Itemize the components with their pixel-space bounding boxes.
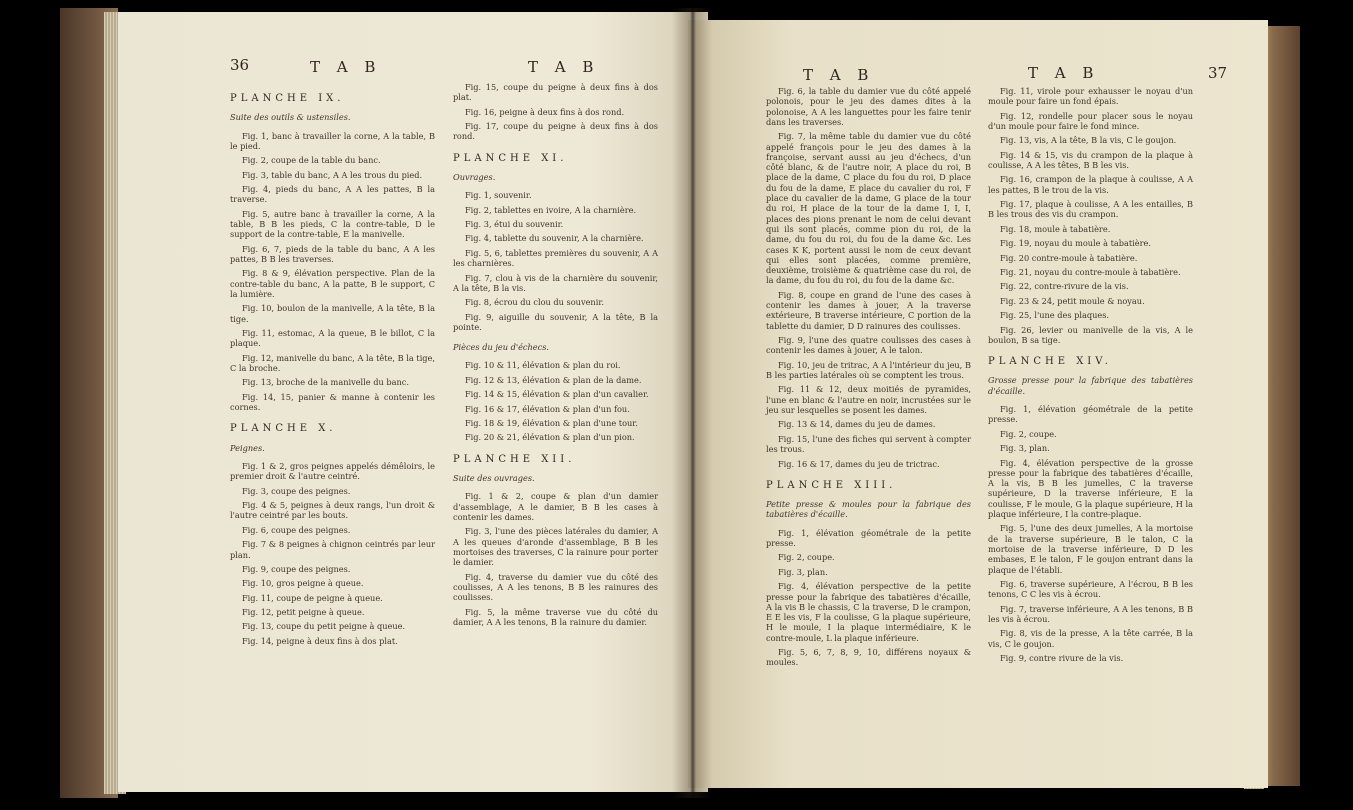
caption: Fig. 10, boulon de la manivelle, A la tête, B la tige. [230,303,435,324]
caption: Fig. 1 & 2, coupe & plan d'un damier d'assemblage, A le damier, B B les cases à contenir les dames. [453,491,658,522]
caption: Fig. 3, l'une des pièces latérales du damier, A A les queues d'aronde d'assemblage, B B les mortoises des traverses, C la rainure pour porter le damier. [453,526,658,568]
running-head-right-1: T A B [803,66,875,84]
page-number-right: 37 [1208,64,1228,82]
caption: Fig. 10, jeu de tritrac, A A l'intérieur du jeu, B B les parties latérales où se comptent les trous. [766,359,971,381]
caption: Fig. 4, élévation perspective de la petite presse pour la fabrique des tabatières d'écaille, A la vis B le chassis, C la traverse, D le crampon, E E les vis, F la coulisse, G la plaque supérieure, H le moule, I la plaque intermédiaire, K le contre-moule, L la plaque inférieure. [766,581,971,643]
caption: Fig. 4, élévation perspective de la grosse presse pour la fabrique des tabatières d'écaille, A la vis, B B les jumelles, C la traverse supérieure, D la traverse inférieure, E la coulisse, F le moule, G la plaque supérieure, H la plaque inférieure, I la contre-plaque. [988,457,1193,519]
caption: Fig. 10 & 11, élévation & plan du roi. [465,360,621,371]
caption: Fig. 13, coupe du petit peigne à queue. [242,621,406,632]
caption: Fig. 11, estomac, A la queue, B le billot, C la plaque. [230,328,435,349]
caption: Fig. 16, peigne à deux fins à dos rond. [465,106,625,117]
caption: Fig. 7 & 8 peignes à chignon ceintrés par leur plan. [230,539,435,560]
caption: Fig. 17, coupe du peigne à deux fins à dos rond. [453,121,658,142]
caption: Fig. 22, contre-rivure de la vis. [1000,281,1129,292]
right-column-2 [988,86,1193,667]
planche-xiv-heading: PLANCHE XIV. [988,356,1112,368]
caption: Fig. 18 & 19, élévation & plan d'une tour. [465,418,638,429]
caption: Fig. 14, 15, panier & manne à contenir les cornes. [230,391,435,413]
planche-ix-subtitle: Suite des outils & ustensiles. [230,112,351,123]
caption: Fig. 15, l'une des fiches qui servent à compter les trous. [766,433,971,455]
caption: Fig. 1, souvenir. [465,190,532,201]
left-column-1 [230,82,435,650]
caption: Fig. 1, banc à travailler la corne, A la table, B le pied. [230,130,435,151]
caption: Fig. 23 & 24, petit moule & noyau. [1000,295,1145,306]
caption: Fig. 4, pieds du banc, A A les pattes, B la traverse. [230,184,435,205]
caption: Fig. 5, la même traverse vue du côté du damier, A A les tenons, B la rainure du damier. [453,606,658,627]
planche-xiii-heading: PLANCHE XIII. [766,479,897,491]
caption: Fig. 11 & 12, deux moitiés de pyramides, l'une en blanc & l'autre en noir, incrustées sur le jeu sur lesquelles se posent les dames. [766,384,971,416]
right-page [688,20,1268,788]
echecs-subtitle: Pièces du jeu d'échecs. [453,342,550,353]
caption: Fig. 4 & 5, peignes à deux rangs, l'un droit & l'autre ceintré par les bouts. [230,500,435,521]
caption: Fig. 1, élévation géométrale de la petite presse. [988,404,1193,425]
caption: Fig. 12, petit peigne à queue. [242,607,365,618]
caption: Fig. 2, coupe de la table du banc. [242,155,381,166]
caption: Fig. 20 contre-moule à tabatière. [1000,252,1138,263]
caption: Fig. 11, coupe de peigne à queue. [242,592,383,603]
left-page [118,12,708,792]
caption: Fig. 6, 7, pieds de la table du banc, A A les pattes, B B les traverses. [230,243,435,265]
caption: Fig. 5, autre banc à travailler la corne, A la table, B B les pieds, C la contre-table, D le support de la contre-table, E la manivelle. [230,208,435,240]
caption: Fig. 3, plan. [778,566,828,577]
caption: Fig. 14 & 15, élévation & plan d'un cavalier. [465,389,649,400]
caption: Fig. 14 & 15, vis du crampon de la plaque à coulisse, A A les têtes, B B les vis. [988,149,1193,171]
caption: Fig. 5, 6, 7, 8, 9, 10, différens noyaux & moules. [766,647,971,668]
planche-xiv-subtitle: Grosse presse pour la fabrique des tabatières d'écaille. [988,375,1193,396]
caption: Fig. 12, rondelle pour placer sous le noyau d'un moule pour faire le fond mince. [988,110,1193,131]
caption: Fig. 3, table du banc, A A les trous du pied. [242,169,423,180]
running-head-left-1: T A B [310,58,382,76]
caption: Fig. 6, traverse supérieure, A l'écrou, B B les tenons, C C les vis à écrou. [988,578,1193,600]
caption: Fig. 4, traverse du damier vue du côté des coulisses, A A les tenons, B B les rainures des coulisses. [453,571,658,603]
planche-x-subtitle: Peignes. [230,442,265,453]
caption: Fig. 13, broche de la manivelle du banc. [242,377,409,388]
caption: Fig. 5, 6, tablettes premières du souvenir, A A les charnières. [453,247,658,269]
caption: Fig. 2, tablettes en ivoire, A la charnière. [465,204,637,215]
caption: Fig. 19, noyau du moule à tabatière. [1000,238,1151,249]
caption: Fig. 8, vis de la presse, A la tête carrée, B la vis, C le goujon. [988,628,1193,649]
caption: Fig. 1 & 2, gros peignes appelés démêloirs, le premier droit & l'autre ceintré. [230,461,435,482]
caption: Fig. 9, aiguille du souvenir, A la tête, B la pointe. [453,311,658,332]
caption: Fig. 14, peigne à deux fins à dos plat. [242,635,398,646]
running-head-right-2: T A B [1028,64,1100,82]
caption: Fig. 5, l'une des deux jumelles, A la mortoise de la traverse supérieure, B le talon, C la mortoise de la traverse inférieure, D D les embases, E le talon, F le goujon entrant dans la plaque de l'établi. [988,523,1193,575]
planche-xi-heading: PLANCHE XI. [453,152,568,164]
caption: Fig. 8 & 9, élévation perspective. Plan de la contre-table du banc, A la patte, B le support, C la lumière. [230,268,435,300]
planche-x-heading: PLANCHE X. [230,423,337,435]
caption: Fig. 1, élévation géométrale de la petite presse. [766,527,971,549]
caption: Fig. 3, plan. [1000,443,1050,454]
caption: Fig. 8, coupe en grand de l'une des cases à contenir les dames à jouer, A la traverse extérieure, B traverse intérieure, C portion de la tablette du damier, D D rainures des coulisses. [766,289,971,331]
book-gutter [672,8,712,798]
caption: Fig. 20 & 21, élévation & plan d'un pion. [465,432,635,443]
running-head-left-2: T A B [528,58,600,76]
caption: Fig. 16 & 17, dames du jeu de trictrac. [778,458,940,469]
caption: Fig. 2, coupe. [1000,428,1057,439]
caption: Fig. 3, étui du souvenir. [465,219,564,230]
caption: Fig. 15, coupe du peigne à deux fins à dos plat. [453,82,658,103]
planche-xii-subtitle: Suite des ouvrages. [453,473,535,484]
planche-xiii-subtitle: Petite presse & moules pour la fabrique des tabatières d'écaille. [766,499,971,520]
caption: Fig. 7, traverse inférieure, A A les tenons, B B les vis à écrou. [988,603,1193,624]
caption: Fig. 16, crampon de la plaque à coulisse, A A les pattes, B le trou de la vis. [988,174,1193,195]
caption: Fig. 17, plaque à coulisse, A A les entailles, B B les trous des vis du crampon. [988,199,1193,220]
planche-xii-heading: PLANCHE XII. [453,453,576,465]
caption: Fig. 12 & 13, élévation & plan de la dame. [465,374,642,385]
planche-ix-heading: PLANCHE IX. [230,93,345,104]
caption: Fig. 13 & 14, dames du jeu de dames. [778,419,936,430]
caption: Fig. 18, moule à tabatière. [1000,223,1111,234]
caption: Fig. 11, virole pour exhausser le noyau d'un moule pour faire un fond épais. [988,86,1193,107]
caption: Fig. 7, la même table du damier vue du côté appelé françois pour le jeu des dames à la françoise, servant aussi au jeu d'échecs, d'un côté blanc, & de l'autre noir, A place du roi, B place de la dame, C place du fou du roi, D place du fou de la dame, E place du cavalier du roi, F place du cavalier de la dame, G place de la tour du roi, H place de la tour de la dame I, I, I, places des pions prenant le nom de celui devant qui ils sont placés, comme pion du roi, de la dame, du fou du roi, du fou de la dame &c. Les cases K K, portent aussi le nom de ceux devant qui elles sont placées, comme première, deuxième, troisième & quatrième case du roi, de la dame, du fou du roi, du fou de la dame &c. [766,131,971,286]
open-book [60,8,1300,798]
caption: Fig. 12, manivelle du banc, A la tête, B la tige, C la broche. [230,352,435,374]
caption: Fig. 26, levier ou manivelle de la vis, A le boulon, B sa tige. [988,324,1193,345]
caption: Fig. 9, coupe des peignes. [242,563,351,574]
caption: Fig. 9, l'une des quatre coulisses des cases à contenir les dames à jouer, A le talon. [766,335,971,356]
caption: Fig. 25, l'une des plaques. [1000,310,1110,321]
left-column-2 [453,82,658,631]
caption: Fig. 4, tablette du souvenir, A la charnière. [465,233,644,244]
page-number-left: 36 [230,56,250,74]
planche-xi-subtitle: Ouvrages. [453,171,496,182]
caption: Fig. 13, vis, A la tête, B la vis, C le goujon. [1000,135,1177,146]
right-column-1 [766,86,971,672]
caption: Fig. 9, contre rivure de la vis. [1000,653,1124,664]
caption: Fig. 6, coupe des peignes. [242,524,351,535]
caption: Fig. 21, noyau du contre-moule à tabatière. [1000,267,1181,277]
caption: Fig. 6, la table du damier vue du côté appelé polonois, pour le jeu des dames dites à la polonoise, A A les languettes pour les faire tenir dans les traverses. [766,86,971,127]
caption: Fig. 2, coupe. [778,552,835,563]
caption: Fig. 7, clou à vis de la charnière du souvenir, A la tête, B la vis. [453,272,658,293]
caption: Fig. 8, écrou du clou du souvenir. [465,297,604,308]
caption: Fig. 16 & 17, élévation & plan d'un fou. [465,403,630,414]
caption: Fig. 3, coupe des peignes. [242,485,351,496]
caption: Fig. 10, gros peigne à queue. [242,578,364,589]
